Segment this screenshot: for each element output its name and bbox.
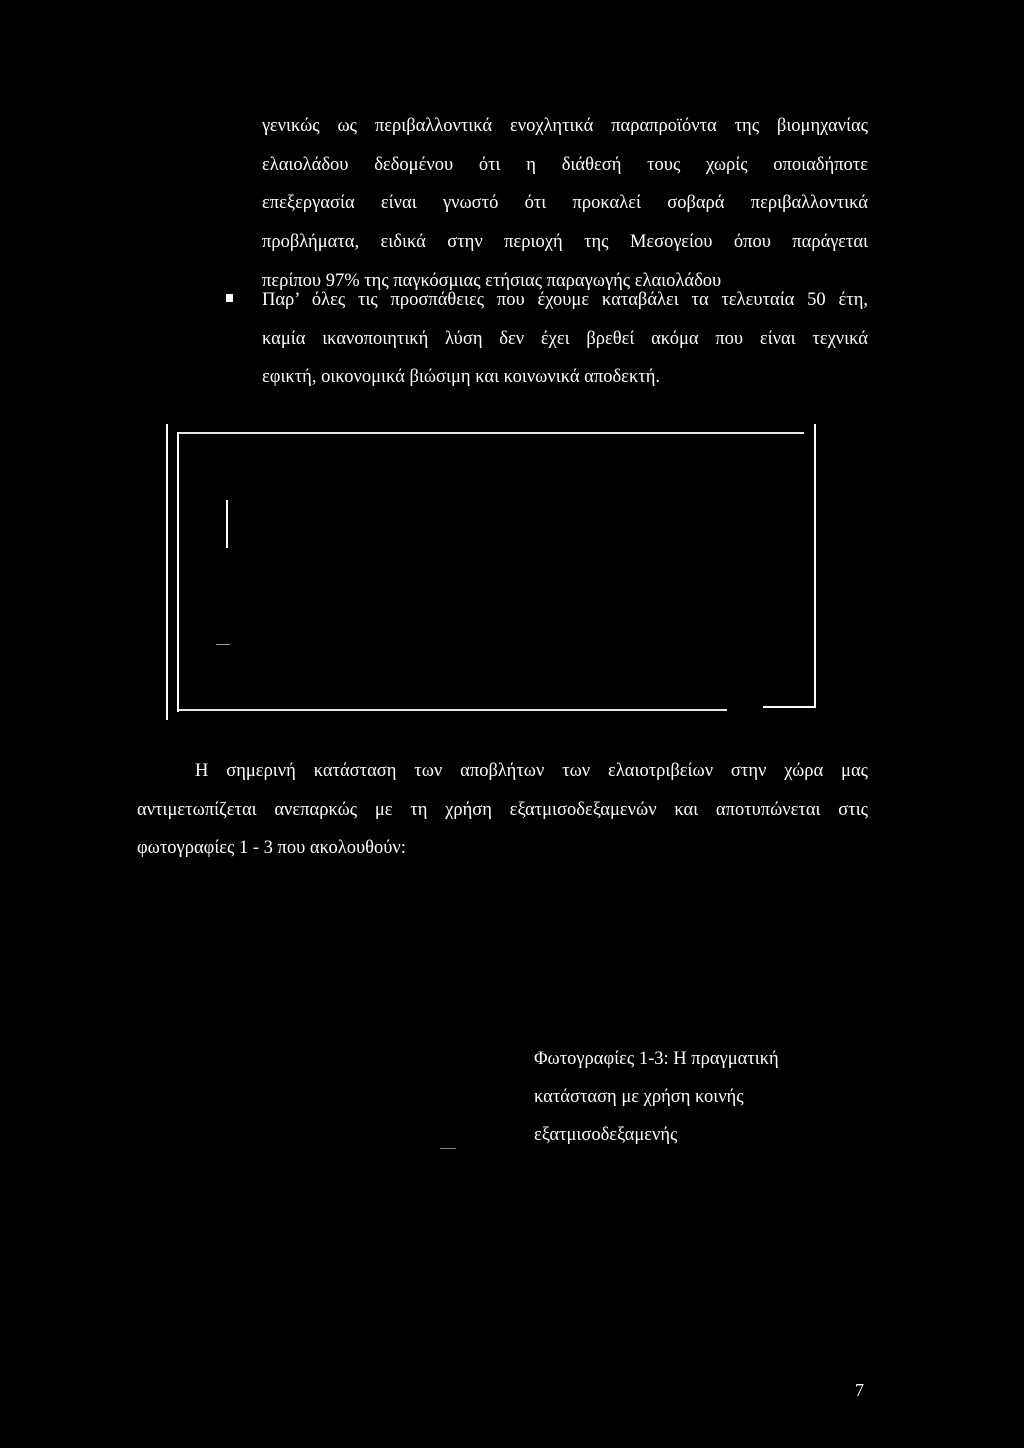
bullet-line-1: Παρ’ όλες τις προσπάθειες που έχουμε καταβάλει τα τελευταία 50 έτη, [262, 290, 868, 310]
photo-caption [534, 1040, 834, 1154]
caption-line-2: κατάσταση με χρήση κοινής [534, 1087, 744, 1107]
current-line-2: αντιμετωπίζεται ανεπαρκώς με τη χρήση εξατμισοδεξαμενών και αποτυπώνεται στις [137, 799, 868, 820]
frame-bottom-line [177, 709, 727, 711]
photo-placeholder-frame [166, 424, 818, 714]
current-line-1: Η σημερινή κατάσταση των αποβλήτων των ελαιοτριβείων στην χώρα μας [195, 761, 868, 781]
page-number: 7 [855, 1380, 864, 1400]
intro-line-3: επεξεργασία είναι γνωστό ότι προκαλεί σοβαρά περιβαλλοντικά [262, 193, 868, 214]
intro-line-2: ελαιολάδου δεδομένου ότι η διάθεσή τους χωρίς οποιαδήποτε [262, 154, 868, 175]
bullet-icon [226, 294, 233, 302]
frame-dots [216, 644, 230, 645]
bullet-line-3: εφικτή, οικονομικά βιώσιμη και κοινωνικά αποδεκτή. [262, 367, 661, 388]
scan-dots [440, 1148, 456, 1149]
intro-line-1: γενικώς ως περιβαλλοντικά ενοχλητικά παραπροϊόντα της βιομηχανίας [262, 116, 868, 136]
caption-line-3: εξατμισοδεξαμενής [534, 1125, 678, 1145]
frame-left-inner-line [177, 432, 179, 712]
frame-top-line [177, 432, 804, 434]
frame-left-outer-line [166, 424, 168, 720]
frame-inner-mark [226, 500, 228, 548]
frame-bottom-right-line [763, 706, 816, 708]
current-situation-paragraph [137, 752, 868, 868]
bullet-paragraph [262, 281, 868, 397]
caption-line-1: Φωτογραφίες 1-3: Η πραγματική [534, 1049, 779, 1069]
bullet-line-2: καμία ικανοποιητική λύση δεν έχει βρεθεί ακόμα που είναι τεχνικά [262, 328, 868, 349]
intro-line-4: προβλήματα, ειδικά στην περιοχή της Μεσογείου όπου παράγεται [262, 232, 868, 253]
intro-paragraph [262, 107, 868, 301]
frame-right-line [814, 424, 816, 706]
intro-line-5: περίπου 97% της παγκόσμιας ετήσιας παραγωγής ελαιολάδου [262, 270, 722, 291]
current-line-3: φωτογραφίες 1 - 3 που ακολουθούν: [137, 838, 406, 859]
